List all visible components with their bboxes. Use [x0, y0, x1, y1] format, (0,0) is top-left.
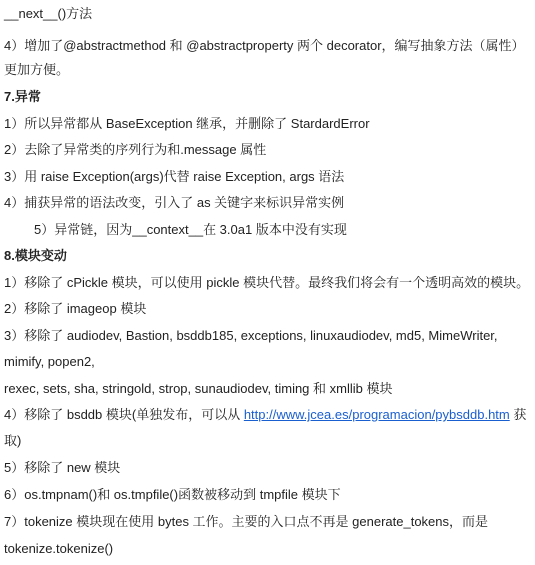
text-segment: 获 [509, 407, 527, 422]
text-line-with-link [4, 406, 526, 424]
pybsddb-link[interactable]: http://www.jcea.es/programacion/pybsddb.htm [243, 407, 510, 422]
text-line: 1）所以异常都从 BaseException 继承，并删除了 StardardError [4, 116, 370, 131]
text-line: 更加方便。 [4, 62, 70, 77]
section-heading-exceptions: 7.异常 [4, 89, 41, 104]
text-line: tokenize.tokenize() [4, 541, 114, 556]
text-line: 3）移除了 audiodev, Bastion, bsddb185, exceptions, linuxaudiodev, md5, MimeWriter, [4, 328, 498, 343]
text-segment: 4）移除了 bsddb 模块(单独发布，可以从 [4, 407, 244, 422]
text-line: 2）移除了 imageop 模块 [4, 301, 147, 316]
text-line: 4）捕获异常的语法改变，引入了 as 关键字来标识异常实例 [4, 195, 345, 210]
text-line: 6）os.tmpnam()和 os.tmpfile()函数被移动到 tmpfile 模块下 [4, 487, 341, 502]
text-line: 3）用 raise Exception(args)代替 raise Exception, args 语法 [4, 169, 345, 184]
text-line: 2）去除了异常类的序列行为和.message 属性 [4, 142, 267, 157]
text-line: 4）增加了@abstractmethod 和 @abstractproperty 两个 decorator，编写抽象方法（属性） [4, 38, 525, 53]
text-line: 5）异常链，因为__context__在 3.0a1 版本中没有实现 [34, 222, 347, 237]
text-line: 5）移除了 new 模块 [4, 460, 121, 475]
text-line: 1）移除了 cPickle 模块，可以使用 pickle 模块代替。最终我们将会有一个透明高效的模块。 [4, 275, 530, 290]
text-line: __next__()方法 [4, 6, 93, 21]
text-line: 7）tokenize 模块现在使用 bytes 工作。主要的入口点不再是 generate_tokens，而是 [4, 514, 489, 529]
text-line: 取) [4, 433, 22, 448]
section-heading-modules: 8.模块变动 [4, 248, 67, 263]
text-line: rexec, sets, sha, stringold, strop, sunaudiodev, timing 和 xmllib 模块 [4, 381, 393, 396]
text-line: mimify, popen2, [4, 354, 95, 369]
